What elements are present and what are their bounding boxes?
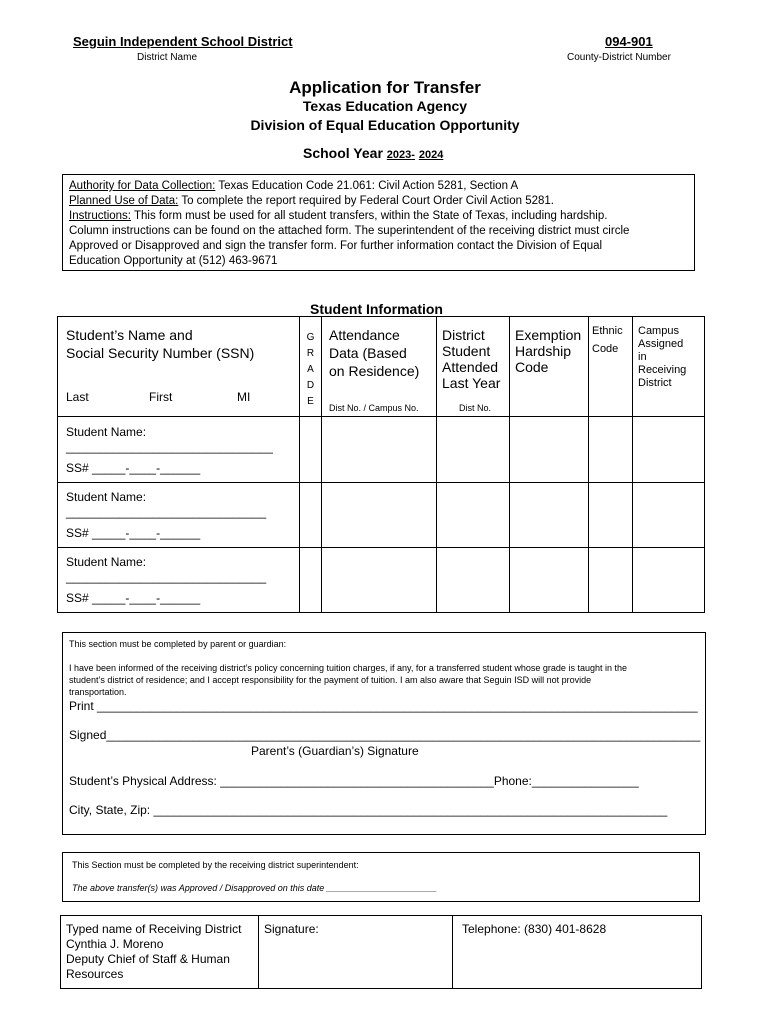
col-attendance-line2: Data (Based bbox=[329, 345, 407, 361]
district-name: Seguin Independent School District bbox=[73, 34, 293, 49]
col-campus-line2: Assigned bbox=[638, 338, 684, 350]
col-ethnic-line1: Ethnic bbox=[592, 325, 623, 337]
parent-section-intro: This section must be completed by parent or guardian: bbox=[69, 639, 287, 649]
grade-letter: E bbox=[307, 396, 314, 407]
parent-statement bbox=[69, 662, 627, 698]
attendance-cell[interactable] bbox=[322, 548, 437, 613]
col-campus-line3: in bbox=[638, 351, 647, 363]
table-row bbox=[58, 548, 705, 613]
school-year bbox=[303, 145, 443, 161]
student-name-label: Student Name: bbox=[66, 490, 147, 504]
campus-cell[interactable] bbox=[633, 417, 705, 483]
campus-cell[interactable] bbox=[633, 548, 705, 613]
student-name-cell[interactable] bbox=[58, 417, 300, 483]
telephone-cell bbox=[453, 916, 702, 989]
col-student-name-header bbox=[58, 317, 300, 417]
authority-text: Texas Education Code 21.061: Civil Action 5281, Section A bbox=[215, 180, 519, 192]
col-name-line1: Student’s Name and bbox=[66, 327, 193, 343]
official-name: Cynthia J. Moreno bbox=[66, 937, 164, 951]
agency-name: Texas Education Agency bbox=[302, 98, 468, 114]
col-mi: MI bbox=[237, 390, 251, 404]
address-phone-field[interactable]: Student’s Physical Address: _________________________________________Phone:________________ bbox=[69, 774, 639, 788]
instructions-line-5: Approved or Disapproved and sign the transfer form. For further information contact the Division of Equal bbox=[69, 240, 603, 252]
attendance-cell[interactable] bbox=[322, 483, 437, 548]
grade-cell[interactable] bbox=[300, 483, 322, 548]
school-year-separator: - bbox=[411, 149, 415, 161]
col-exemption-line3: Code bbox=[515, 359, 549, 375]
authority-box bbox=[62, 174, 695, 271]
typed-name-label: Typed name of Receiving District bbox=[66, 922, 242, 936]
col-attendance-sub: Dist No. / Campus No. bbox=[329, 403, 419, 413]
col-attendance-line1: Attendance bbox=[329, 327, 400, 343]
receiving-district-name-cell bbox=[61, 916, 259, 989]
col-attendance-header bbox=[322, 317, 437, 417]
county-district-number-label: County-District Number bbox=[567, 52, 671, 63]
col-ethnic-line2: Code bbox=[592, 343, 619, 355]
student-name-label: Student Name: bbox=[66, 555, 147, 569]
col-campus-line4: Receiving bbox=[638, 364, 687, 376]
planned-use-text: To complete the report required by Federal Court Order Civil Action 5281. bbox=[178, 195, 554, 207]
signed-field[interactable]: Signed_________________________________________________________________________________________ bbox=[69, 728, 701, 742]
col-district-line4: Last Year bbox=[442, 375, 501, 391]
col-campus-line1: Campus bbox=[638, 325, 679, 337]
col-exemption-header bbox=[510, 317, 589, 417]
county-district-number: 094-901 bbox=[605, 34, 653, 49]
ssn-field[interactable]: SS# _____-____-______ bbox=[66, 461, 201, 475]
col-district-line3: Attended bbox=[442, 359, 499, 375]
signature-block bbox=[60, 915, 702, 989]
exemption-cell[interactable] bbox=[510, 548, 589, 613]
grade-letter: R bbox=[306, 348, 315, 359]
table-row bbox=[58, 483, 705, 548]
grade-letter: D bbox=[306, 380, 315, 391]
superintendent-section bbox=[62, 852, 700, 902]
student-name-blank[interactable]: ______________________________ bbox=[66, 505, 267, 519]
signature-label: Signature: bbox=[264, 922, 319, 936]
grade-cell[interactable] bbox=[300, 417, 322, 483]
col-attendance-line3: on Residence) bbox=[329, 363, 420, 379]
col-first: First bbox=[149, 390, 173, 404]
print-name-field[interactable]: Print __________________________________________________________________________________________ bbox=[69, 699, 698, 713]
student-name-blank[interactable]: ______________________________ bbox=[66, 570, 267, 584]
col-last: Last bbox=[66, 390, 89, 404]
instructions-line-6: Education Opportunity at (512) 463-9671 bbox=[69, 255, 278, 267]
table-row bbox=[58, 417, 705, 483]
student-info-table bbox=[57, 316, 705, 613]
school-year-end: 2024 bbox=[418, 149, 444, 161]
grade-cell[interactable] bbox=[300, 548, 322, 613]
student-name-label: Student Name: bbox=[66, 425, 147, 439]
official-position-line2: Resources bbox=[66, 967, 124, 981]
exemption-cell[interactable] bbox=[510, 483, 589, 548]
parent-statement-line2: student’s district of residence; and I accept responsibility for the payment of tuition. I am also aware that Seguin ISD will not provide bbox=[69, 675, 592, 685]
grade-letter: G bbox=[306, 332, 315, 343]
col-name-line2: Social Security Number (SSN) bbox=[66, 345, 255, 361]
instructions-text: This form must be used for all student transfers, within the State of Texas, including hardship. bbox=[131, 210, 608, 222]
school-year-label: School Year bbox=[303, 145, 383, 161]
district-name-label: District Name bbox=[137, 52, 198, 63]
ethnic-cell[interactable] bbox=[589, 483, 633, 548]
parent-statement-line1: I have been informed of the receiving district’s policy concerning tuition charges, if any, for a transferred student whose grade is taught in the bbox=[69, 663, 627, 673]
student-name-cell[interactable] bbox=[58, 548, 300, 613]
exemption-cell[interactable] bbox=[510, 417, 589, 483]
col-district-sub: Dist No. bbox=[459, 403, 492, 413]
instructions-label: Instructions: bbox=[69, 210, 131, 222]
parent-guardian-section bbox=[62, 632, 706, 835]
signature-cell[interactable] bbox=[259, 916, 453, 989]
ssn-field[interactable]: SS# _____-____-______ bbox=[66, 526, 201, 540]
district-cell[interactable] bbox=[437, 548, 510, 613]
form-title: Application for Transfer bbox=[289, 78, 481, 97]
authority-label: Authority for Data Collection: bbox=[69, 180, 216, 192]
ethnic-cell[interactable] bbox=[589, 417, 633, 483]
col-campus-line5: District bbox=[638, 377, 672, 389]
col-district-line1: District bbox=[442, 327, 485, 343]
approval-date-field[interactable]: The above transfer(s) was Approved / Disapproved on this date ______________________ bbox=[72, 883, 437, 893]
grade-letter: A bbox=[307, 364, 314, 375]
student-name-blank[interactable]: _______________________________ bbox=[66, 440, 273, 454]
col-ethnic-header bbox=[589, 317, 633, 417]
student-table-header-row bbox=[58, 317, 705, 417]
school-year-start: 2023 bbox=[386, 149, 412, 161]
superintendent-intro: This Section must be completed by the receiving district superintendent: bbox=[72, 860, 359, 870]
campus-cell[interactable] bbox=[633, 483, 705, 548]
planned-use-label: Planned Use of Data: bbox=[69, 195, 179, 207]
guardian-signature-caption: Parent’s (Guardian’s) Signature bbox=[251, 744, 419, 758]
official-position-line1: Deputy Chief of Staff & Human bbox=[66, 952, 230, 966]
telephone: Telephone: (830) 401-8628 bbox=[462, 922, 607, 936]
instructions-line-4: Column instructions can be found on the attached form. The superintendent of the receiving district must circle bbox=[69, 225, 630, 237]
col-exemption-line1: Exemption bbox=[515, 327, 582, 343]
division-name: Division of Equal Education Opportunity bbox=[250, 117, 520, 133]
student-info-heading: Student Information bbox=[310, 301, 443, 317]
col-exemption-line2: Hardship bbox=[515, 343, 572, 359]
ssn-field[interactable]: SS# _____-____-______ bbox=[66, 591, 201, 605]
city-state-zip-field[interactable]: City, State, Zip: _____________________________________________________________________________ bbox=[69, 803, 668, 817]
col-grade-header bbox=[300, 317, 322, 417]
ethnic-cell[interactable] bbox=[589, 548, 633, 613]
student-name-cell[interactable] bbox=[58, 483, 300, 548]
col-district-line2: Student bbox=[442, 343, 491, 359]
attendance-cell[interactable] bbox=[322, 417, 437, 483]
col-campus-header bbox=[633, 317, 705, 417]
col-district-header bbox=[437, 317, 510, 417]
district-cell[interactable] bbox=[437, 483, 510, 548]
district-cell[interactable] bbox=[437, 417, 510, 483]
parent-statement-line3: transportation. bbox=[69, 687, 127, 697]
